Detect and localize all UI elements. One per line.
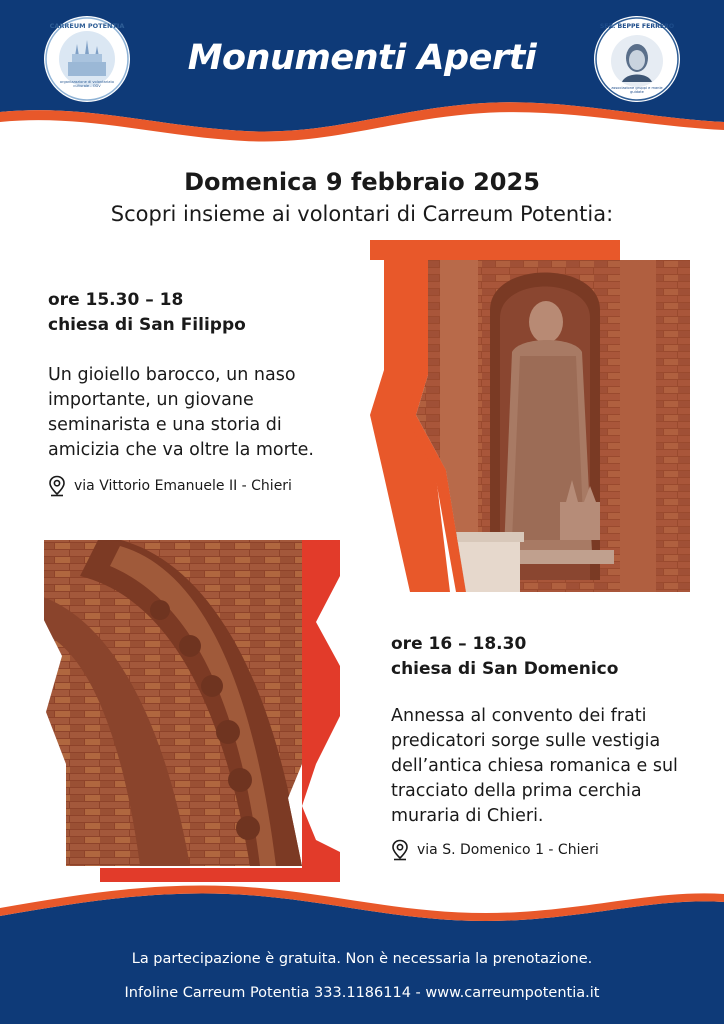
visit-description-line: seminarista e una storia di [48,415,282,435]
visit-address-text: via Vittorio Emanuele II - Chieri [74,478,292,494]
visit-description-line: predicatori sorge sulle vestigia [391,731,661,751]
footer-participation: La partecipazione è gratuita. Non è necessaria la prenotazione. [131,951,593,967]
carreum-potentia-logo [44,16,130,102]
visit-description-line: tracciato della prima cerchia [391,781,642,801]
footer-infoline: Infoline Carreum Potentia 333.1186114 - www.carreumpotentia.it [124,985,600,1001]
visit-description-line: amicizia che va oltre la morte. [48,440,314,460]
map-pin-icon [48,475,66,497]
logo-right-ring-text: associazione gruppi e manie guidate [611,86,663,95]
visit-description-line: dell’antica chiesa romanica e sul [391,756,678,776]
san-filippo-photo [370,240,690,592]
map-pin-icon [391,839,409,861]
visit-san-filippo [48,288,348,497]
visit-address [48,475,348,497]
visit-place: chiesa di San Domenico [391,659,619,679]
event-date: Domenica 9 febbraio 2025 [184,168,540,196]
logo-left-top-text: CARREUM POTENTIA [49,22,125,30]
visit-description-line: Un gioiello barocco, un naso [48,365,296,385]
visit-san-domenico [391,632,711,861]
visit-description-line: importante, un giovane [48,390,254,410]
visit-description-line: Annessa al convento dei frati [391,706,647,726]
visit-address [391,839,711,861]
visit-address-text: via S. Domenico 1 - Chieri [417,842,599,858]
visit-description-line: muraria di Chieri. [391,806,544,826]
visit-time: ore 15.30 – 18 [48,290,184,310]
san-domenico-photo [40,536,356,886]
page-title: Monumenti Aperti [187,38,537,78]
visit-time: ore 16 – 18.30 [391,634,527,654]
sez-beppe-ferrero-logo [594,16,680,102]
visit-place: chiesa di San Filippo [48,315,246,335]
logo-right-top-text: SEZ. BEPPE FERRERO [599,23,675,30]
event-subtitle: Scopri insieme ai volontari di Carreum Potentia: [110,202,614,226]
logo-left-ring-text: organizzazione di volontariato culturale - ODV [59,80,115,89]
